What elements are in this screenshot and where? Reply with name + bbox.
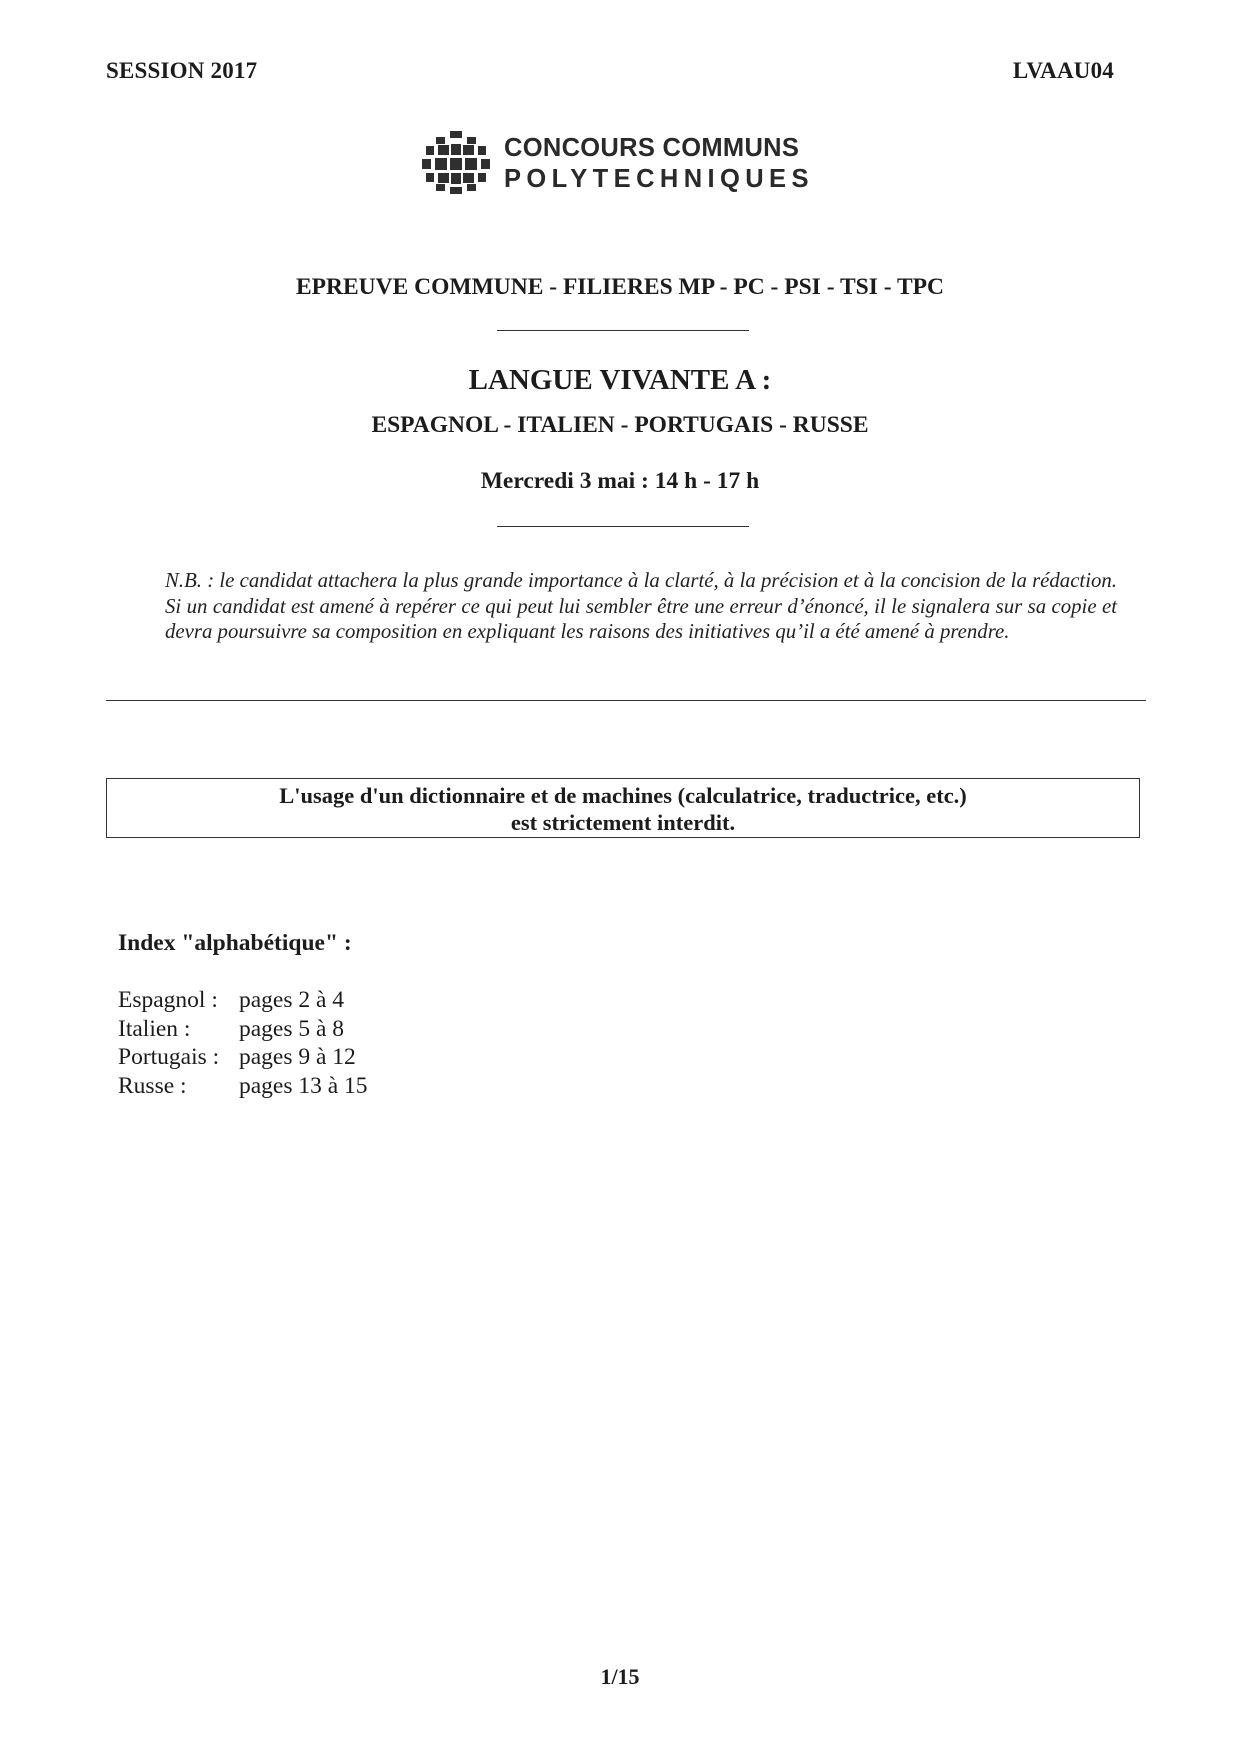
prohibition-notice (106, 778, 1140, 838)
index-row (118, 1072, 368, 1101)
index-language: Russe : (118, 1072, 187, 1099)
globe-grid-icon (420, 128, 492, 200)
candidate-note: N.B. : le candidat attachera la plus grande importance à la clarté, à la précision et à la concision de la rédaction. Si un candidat est amené à repérer ce qui peut lui sembler être une erreur d’énoncé, il le signalera sur sa copie et devra poursuivre sa composition en expliquant les raisons des initiatives qu’il a été amené à prendre. (165, 569, 1117, 643)
index-row (118, 1043, 368, 1072)
index-pages: pages 2 à 4 (239, 987, 345, 1013)
logo-line-2: POLYTECHNIQUES (504, 165, 814, 193)
divider (497, 330, 749, 331)
notice-line-2: est strictement interdit. (510, 810, 736, 835)
index-pages: pages 5 à 8 (239, 1015, 345, 1042)
exam-code: LVAAU04 (1012, 58, 1114, 83)
index-language: Italien : (118, 1015, 191, 1042)
divider (497, 526, 749, 527)
session-label: SESSION 2017 (106, 58, 258, 83)
logo (420, 128, 814, 200)
page-number: 1/15 (600, 1664, 640, 1689)
exam-date: Mercredi 3 mai : 14 h - 17 h (480, 468, 760, 494)
exam-languages: ESPAGNOL - ITALIEN - PORTUGAIS - RUSSE (371, 412, 869, 438)
logo-line-1: CONCOURS COMMUNS (504, 133, 800, 162)
index-list (118, 986, 368, 1100)
divider (106, 700, 1146, 701)
exam-title: LANGUE VIVANTE A : (468, 364, 772, 396)
notice-line-1: L'usage d'un dictionnaire et de machines (calculatrice, traductrice, etc.) (279, 783, 967, 808)
index-pages: pages 9 à 12 (239, 1044, 356, 1070)
index-title: Index "alphabétique" : (118, 930, 352, 956)
index-row (118, 1015, 368, 1044)
index-pages: pages 13 à 15 (239, 1072, 368, 1099)
index-language: Espagnol : (118, 987, 218, 1013)
index-language: Portugais : (118, 1044, 220, 1070)
logo-text (504, 133, 814, 193)
exam-category: EPREUVE COMMUNE - FILIERES MP - PC - PSI - TSI - TPC (295, 274, 945, 300)
index-row (118, 986, 368, 1015)
